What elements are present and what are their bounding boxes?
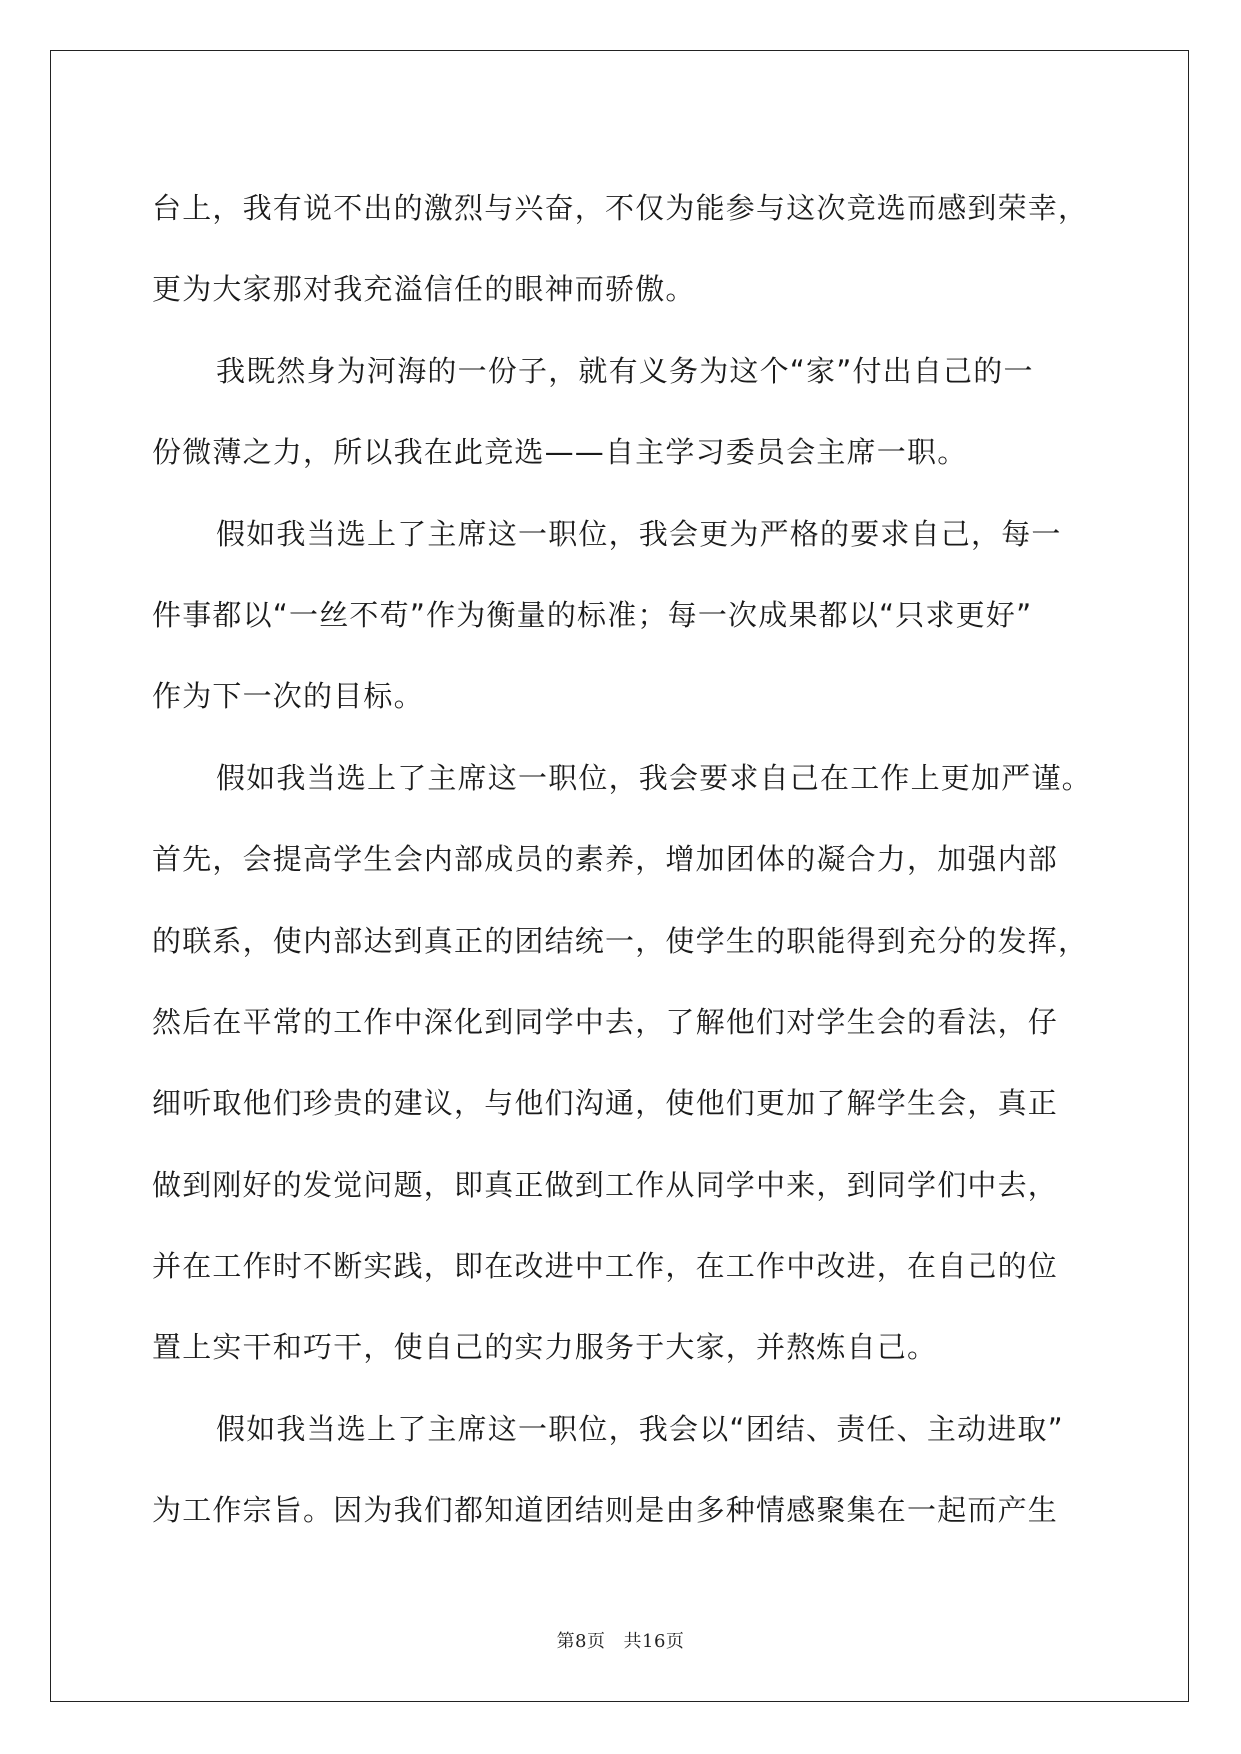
text-line: 件事都以“一丝不苟”作为衡量的标准；每一次成果都以“只求更好”	[152, 597, 1033, 632]
text-line: 作为下一次的目标。	[152, 679, 424, 714]
text-line: 置上实干和巧干，使自己的实力服务于大家，并熬炼自己。	[152, 1330, 938, 1365]
total-pages: 共16页	[623, 1631, 685, 1652]
paragraph-start-line: 假如我当选上了主席这一职位，我会要求自己在工作上更加严谨。	[216, 760, 1092, 795]
text-line: 的联系，使内部达到真正的团结统一，使学生的职能得到充分的发挥，	[152, 923, 1089, 958]
text-line: 份微薄之力，所以我在此竞选——自主学习委员会主席一职。	[152, 435, 968, 470]
text-line: 做到刚好的发觉问题，即真正做到工作从同学中来，到同学们中去，	[152, 1167, 1059, 1202]
text-line: 并在工作时不断实践，即在改进中工作，在工作中改进，在自己的位	[152, 1249, 1059, 1284]
document-body	[152, 168, 1097, 1552]
paragraph-start-line: 假如我当选上了主席这一职位，我会以“团结、责任、主动进取”	[216, 1411, 1064, 1446]
text-line: 为工作宗旨。因为我们都知道团结则是由多种情感聚集在一起而产生	[152, 1493, 1059, 1528]
text-line: 然后在平常的工作中深化到同学中去，了解他们对学生会的看法，仔	[152, 1004, 1059, 1039]
text-line: 细听取他们珍贵的建议，与他们沟通，使他们更加了解学生会，真正	[152, 1086, 1059, 1121]
text-line: 台上，我有说不出的激烈与兴奋，不仅为能参与这次竞选而感到荣幸，	[152, 191, 1089, 225]
text-line: 首先，会提高学生会内部成员的素养，增加团体的凝合力，加强内部	[152, 842, 1059, 877]
text-line: 更为大家那对我充溢信任的眼神而骄傲。	[152, 272, 696, 307]
page-footer	[0, 1627, 1241, 1653]
paragraph-start-line: 我既然身为河海的一份子，就有义务为这个“家”付出自己的一	[216, 353, 1034, 388]
paragraph-start-line: 假如我当选上了主席这一职位，我会更为严格的要求自己，每一	[216, 516, 1062, 551]
page-number: 第8页	[556, 1631, 606, 1652]
